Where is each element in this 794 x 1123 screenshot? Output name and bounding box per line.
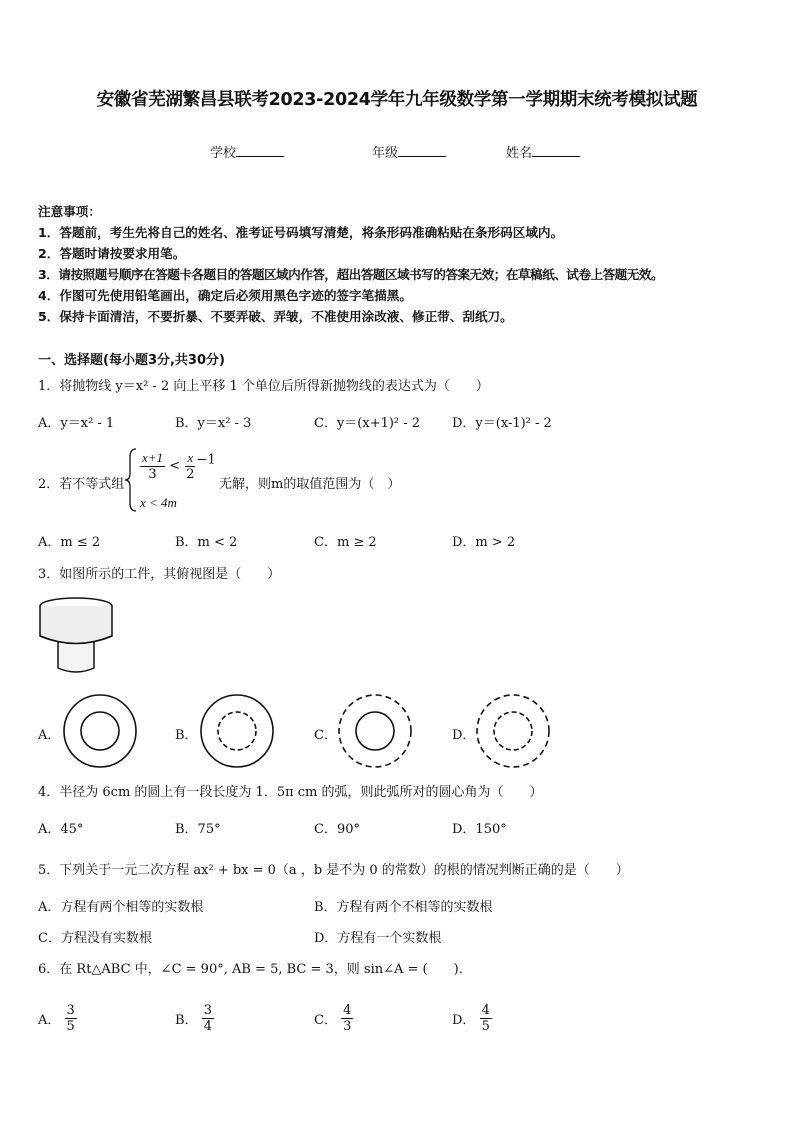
q2-prefix: 2．若不等式组 — [38, 477, 125, 492]
q6-a-denominator: 5 — [66, 1019, 75, 1034]
grade-label: 年级 — [372, 146, 399, 161]
note-item: 4．作图可先使用铅笔画出，确定后必须用黑色字迹的签字笔描黑。 — [38, 288, 412, 303]
ineq2-text: x < 4m — [140, 495, 177, 510]
q1-option-b: B．y＝x² - 3 — [175, 416, 252, 431]
system-brace — [124, 447, 138, 517]
q6-d-numerator: 4 — [481, 1003, 490, 1018]
q6-a-numerator: 3 — [66, 1003, 75, 1018]
q4-option-b: B．75° — [175, 822, 221, 837]
q6-option-d — [452, 1003, 492, 1034]
section-heading: 一、选择题(每小题3分,共30分) — [38, 353, 225, 368]
workpiece-figure — [38, 596, 118, 678]
note-item: 2．答题时请按要求用笔。 — [38, 246, 186, 261]
q6-b-denominator: 4 — [203, 1019, 212, 1034]
ineq1-less-than: < — [169, 458, 181, 474]
q1-option-c: C．y＝(x+1)² - 2 — [314, 416, 421, 431]
notes-block — [38, 201, 663, 327]
q5-option-a: A．方程有两个相等的实数根 — [38, 900, 204, 915]
q5-option-d: D．方程有一个实数根 — [314, 931, 442, 946]
name-label: 姓名 — [506, 146, 533, 161]
q2-option-c: C．m ≥ 2 — [314, 535, 377, 550]
notes-heading: 注意事项： — [38, 204, 101, 219]
q6-d-denominator: 5 — [481, 1019, 490, 1034]
question-3-stem: 3．如图所示的工件，其俯视图是（ ） — [38, 567, 281, 582]
note-item: 5．保持卡面清洁，不要折暴、不要弄破、弄皱，不准使用涂改液、修正带、刮纸刀。 — [38, 309, 513, 324]
note-item: 3．请按照题号顺序在答题卡各题目的答题区域内作答，超出答题区域书写的答案无效；在草稿纸、试卷上答题无效。 — [38, 267, 664, 282]
q3-option-a-label: A． — [38, 728, 61, 743]
q2-option-b: B．m < 2 — [175, 535, 238, 550]
school-field — [210, 142, 284, 161]
q6-option-c — [314, 1003, 353, 1034]
grade-field — [372, 142, 446, 161]
q6-b-numerator: 3 — [203, 1003, 212, 1018]
question-4-stem: 4．半径为 6cm 的圆上有一段长度为 1．5π cm 的弧，则此弧所对的圆心角为（ ） — [38, 785, 543, 800]
question-1-stem: 1．将抛物线 y＝x² - 2 向上平移 1 个单位后所得新抛物线的表达式为（ ） — [38, 379, 489, 394]
q3-option-b-label: B． — [175, 728, 198, 743]
ineq1-rhs-numerator: x — [187, 450, 194, 465]
q6-c-denominator: 3 — [343, 1019, 352, 1034]
q5-option-b: B．方程有两个不相等的实数根 — [314, 900, 493, 915]
q1-option-a: A．y＝x² - 1 — [38, 416, 115, 431]
q2-suffix: 无解，则m的取值范围为（ ） — [219, 477, 401, 492]
ineq1-numerator: x+1 — [142, 450, 164, 465]
q6-option-a — [38, 1003, 77, 1034]
ineq1-tail: −1 — [196, 452, 216, 468]
q4-option-a: A．45° — [38, 822, 84, 837]
question-5-stem: 5．下列关于一元二次方程 ax² + bx = 0（a ，b 是不为 0 的常数）的根的情况判断正确的是（ ） — [38, 863, 629, 878]
q3-option-c-figure — [336, 692, 414, 770]
q2-option-d: D．m > 2 — [452, 535, 516, 550]
name-blank — [532, 144, 580, 157]
grade-blank — [398, 144, 446, 157]
q3-option-a-figure — [61, 692, 139, 770]
q2-option-a: A．m ≤ 2 — [38, 535, 101, 550]
ineq1-rhs-denominator: 2 — [186, 467, 195, 482]
question-6-stem: 6．在 Rt△ABC 中，∠C = 90°, AB = 5, BC = 3，则 sin∠A = ( )． — [38, 962, 472, 977]
q6-option-b-label: B． — [175, 1013, 198, 1028]
q6-option-b — [175, 1003, 214, 1034]
q6-option-a-label: A． — [38, 1013, 61, 1028]
page-title: 安徽省芜湖繁昌县联考2023-2024学年九年级数学第一学期期末统考模拟试题 — [96, 90, 698, 110]
school-blank — [236, 144, 284, 157]
name-field — [506, 142, 580, 161]
q4-option-d: D．150° — [452, 822, 507, 837]
brace-icon — [124, 447, 138, 513]
school-label: 学校 — [210, 146, 237, 161]
inequality-line-2 — [140, 495, 177, 511]
q3-option-d-figure — [474, 692, 552, 770]
q6-option-d-label: D． — [452, 1013, 476, 1028]
note-item: 1．答题前，考生先将自己的姓名、准考证号码填写清楚，将条形码准确粘贴在条形码区域内。 — [38, 225, 564, 240]
q4-option-c: C．90° — [314, 822, 360, 837]
q6-option-c-label: C． — [314, 1013, 337, 1028]
q3-option-b-figure — [198, 692, 276, 770]
inequality-line-1 — [140, 450, 216, 482]
q3-option-d-label: D． — [452, 728, 476, 743]
q1-option-d: D．y＝(x-1)² - 2 — [452, 416, 552, 431]
q3-option-c-label: C． — [314, 728, 337, 743]
q6-c-numerator: 4 — [343, 1003, 352, 1018]
q5-option-c: C．方程没有实数根 — [38, 931, 152, 946]
ineq1-denominator: 3 — [148, 467, 157, 482]
